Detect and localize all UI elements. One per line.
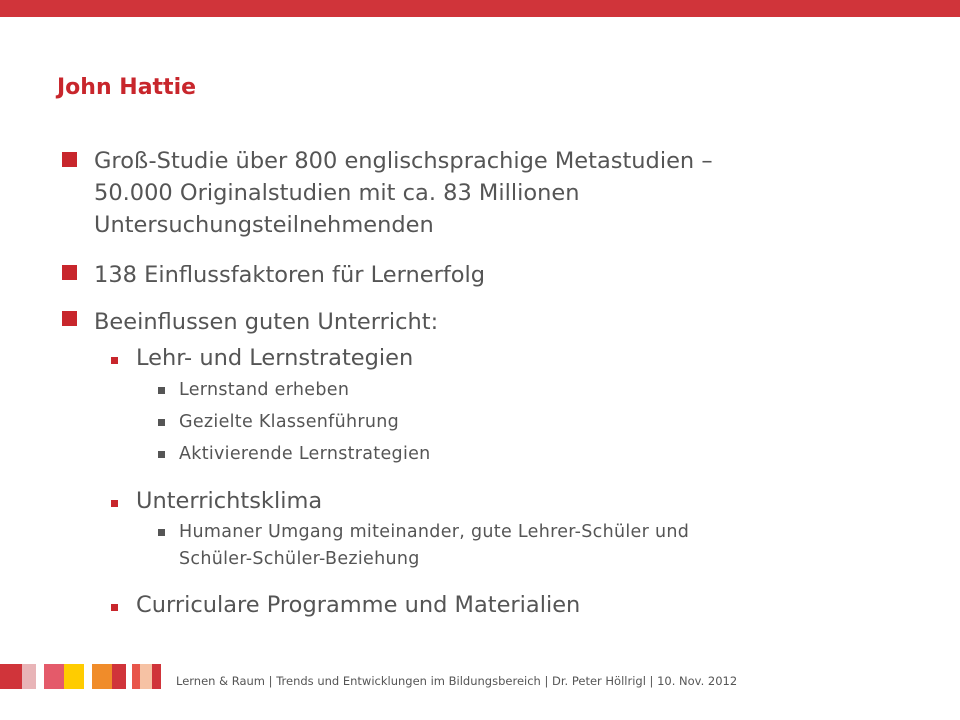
bullet-small-square-icon xyxy=(111,500,118,507)
bullet-square-icon xyxy=(62,152,77,167)
bullet-text-line: Groß-Studie über 800 englischsprachige Metastudien – xyxy=(94,148,713,174)
bullet-tiny-square-icon xyxy=(158,529,165,536)
bullet-text: Beeinflussen guten Unterricht: xyxy=(94,309,439,335)
bullet-tiny-square-icon xyxy=(158,387,165,394)
sub-bullet-text: Lehr- und Lernstrategien xyxy=(136,345,414,371)
bullet-text-line: 50.000 Originalstudien mit ca. 83 Millionen xyxy=(94,180,580,206)
sub-bullet-text: Unterrichtsklima xyxy=(136,488,323,514)
bullet-tiny-square-icon xyxy=(158,419,165,426)
sub-sub-bullet-text-line: Humaner Umgang miteinander, gute Lehrer-Schüler und xyxy=(179,522,690,542)
sub-sub-bullet-text: Aktivierende Lernstrategien xyxy=(179,444,431,464)
sub-sub-bullet-text-line: Schüler-Schüler-Beziehung xyxy=(179,549,420,569)
sub-sub-bullet-text: Gezielte Klassenführung xyxy=(179,412,400,432)
bullet-square-icon xyxy=(62,265,77,280)
bullet-tiny-square-icon xyxy=(158,451,165,458)
bullet-text: 138 Einflussfaktoren für Lernerfolg xyxy=(94,262,486,288)
slide-title: John Hattie xyxy=(57,75,197,100)
bullet-text-line: Untersuchungsteilnehmenden xyxy=(94,212,434,238)
bullet-square-icon xyxy=(62,311,77,326)
top-accent-bar xyxy=(0,0,960,17)
sub-bullet-text: Curriculare Programme und Materialien xyxy=(136,592,581,618)
sub-sub-bullet-text: Lernstand erheben xyxy=(179,380,350,400)
bullet-small-square-icon xyxy=(111,357,118,364)
footer-text: Lernen & Raum | Trends und Entwicklungen im Bildungsbereich | Dr. Peter Höllrigl | 10. Nov. 2012 xyxy=(176,674,738,688)
bullet-small-square-icon xyxy=(111,604,118,611)
